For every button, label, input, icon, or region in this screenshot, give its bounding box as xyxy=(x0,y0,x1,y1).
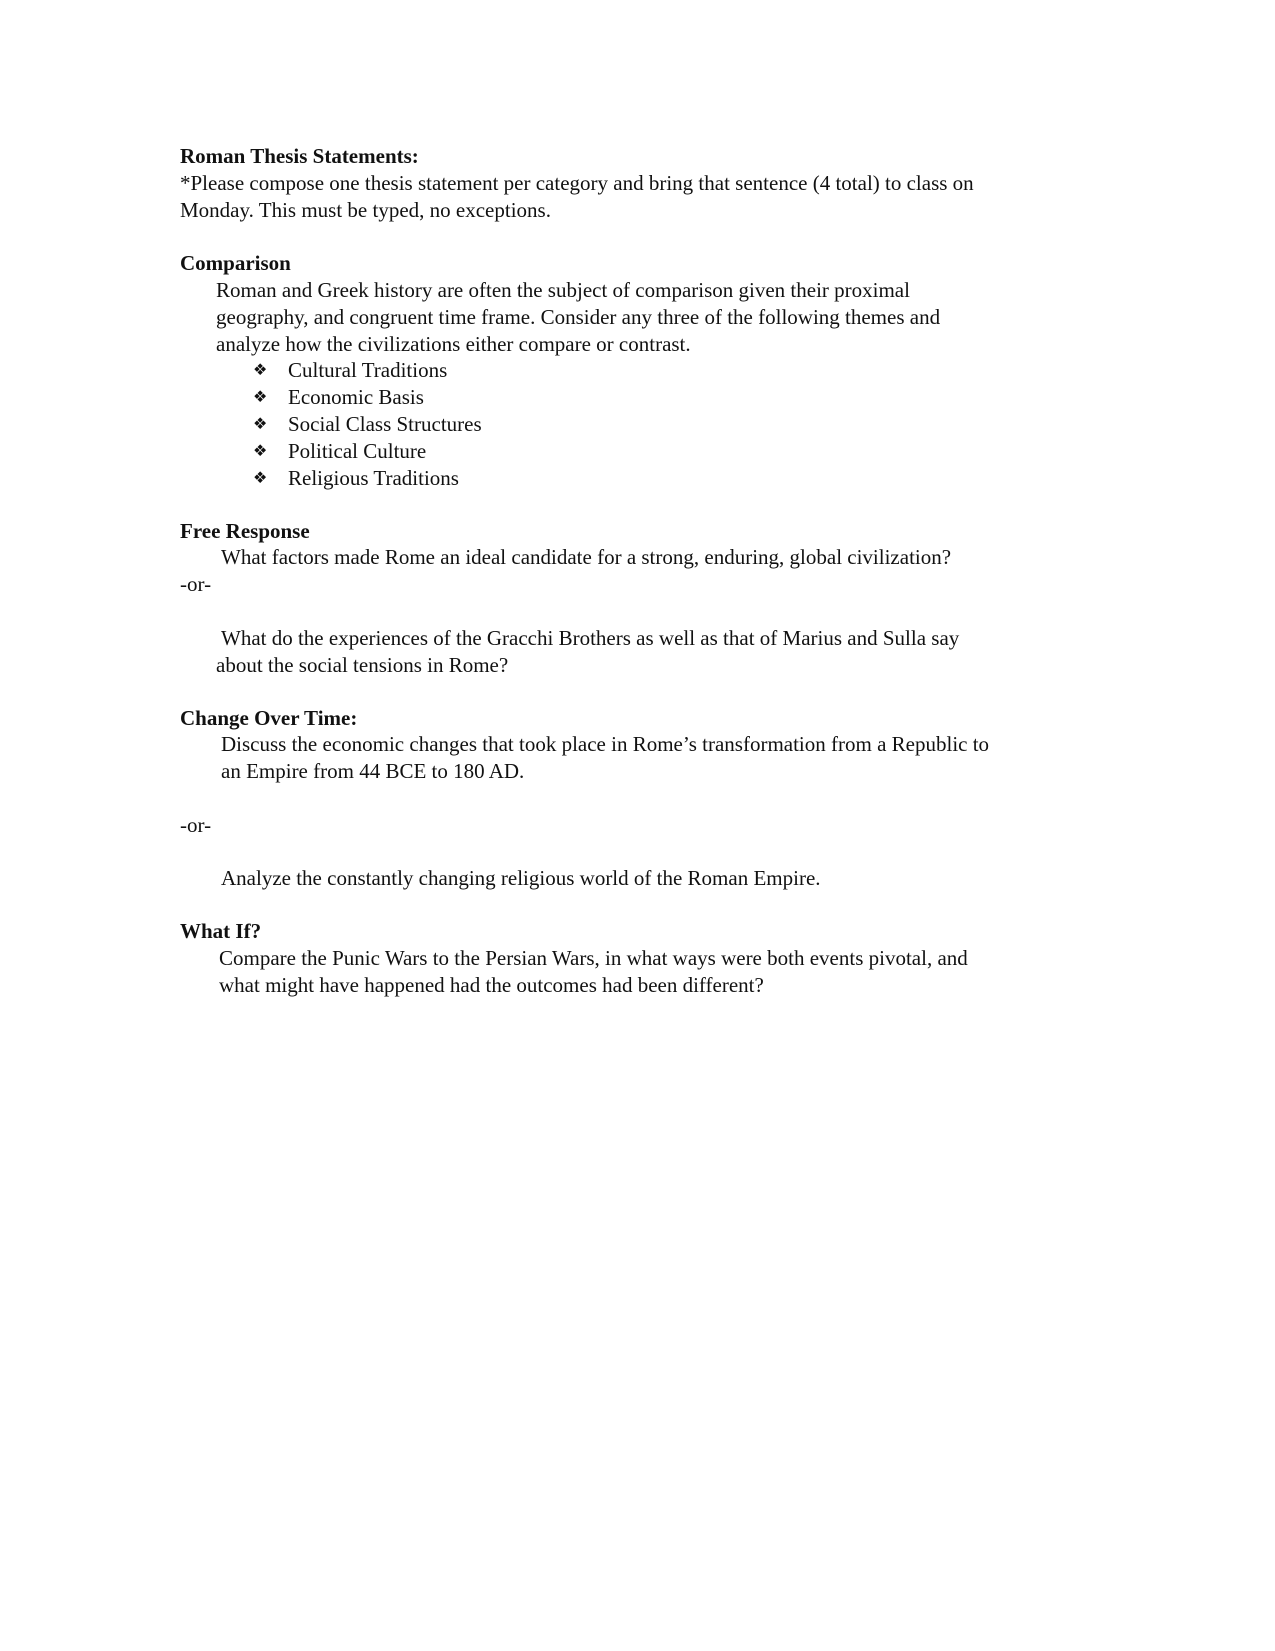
diamond-bullet-icon: ❖ xyxy=(253,387,268,406)
theme-item: Religious Traditions xyxy=(288,466,459,490)
comparison-prompt-line-2: geography, and congruent time frame. Consider any three of the following themes and xyxy=(216,305,941,329)
what-if-prompt-line-2: what might have happened had the outcomes had been different? xyxy=(219,973,764,997)
theme-item: Cultural Traditions xyxy=(288,358,448,382)
theme-item: Social Class Structures xyxy=(288,412,482,436)
diamond-bullet-icon: ❖ xyxy=(253,468,268,487)
free-response-separator: -or- xyxy=(180,572,212,596)
diamond-bullet-icon: ❖ xyxy=(253,414,268,433)
instructions-line-1: *Please compose one thesis statement per category and bring that sentence (4 total) to class on xyxy=(180,171,974,195)
change-over-time-option-2: Analyze the constantly changing religious world of the Roman Empire. xyxy=(221,866,821,890)
free-response-option-2-line-2: about the social tensions in Rome? xyxy=(216,653,509,677)
diamond-bullet-icon: ❖ xyxy=(253,441,268,460)
page-title: Roman Thesis Statements: xyxy=(180,144,419,168)
comparison-prompt-line-3: analyze how the civilizations either compare or contrast. xyxy=(216,332,691,356)
change-over-time-heading: Change Over Time: xyxy=(180,706,358,730)
change-over-time-separator: -or- xyxy=(180,813,212,837)
what-if-prompt-line-1: Compare the Punic Wars to the Persian Wars, in what ways were both events pivotal, and xyxy=(219,946,968,970)
free-response-option-2-line-1: What do the experiences of the Gracchi Brothers as well as that of Marius and Sulla say xyxy=(221,626,960,650)
comparison-heading: Comparison xyxy=(180,251,291,275)
theme-item: Economic Basis xyxy=(288,385,424,409)
what-if-heading: What If? xyxy=(180,919,262,943)
free-response-option-1: What factors made Rome an ideal candidate for a strong, enduring, global civilization? xyxy=(221,545,952,569)
free-response-heading: Free Response xyxy=(180,519,310,543)
change-over-time-option-1-line-1: Discuss the economic changes that took place in Rome’s transformation from a Republic to xyxy=(221,732,990,756)
theme-item: Political Culture xyxy=(288,439,427,463)
comparison-prompt-line-1: Roman and Greek history are often the subject of comparison given their proximal xyxy=(216,278,910,302)
diamond-bullet-icon: ❖ xyxy=(253,360,268,379)
instructions-line-2: Monday. This must be typed, no exceptions. xyxy=(180,198,551,222)
change-over-time-option-1-line-2: an Empire from 44 BCE to 180 AD. xyxy=(221,759,525,783)
